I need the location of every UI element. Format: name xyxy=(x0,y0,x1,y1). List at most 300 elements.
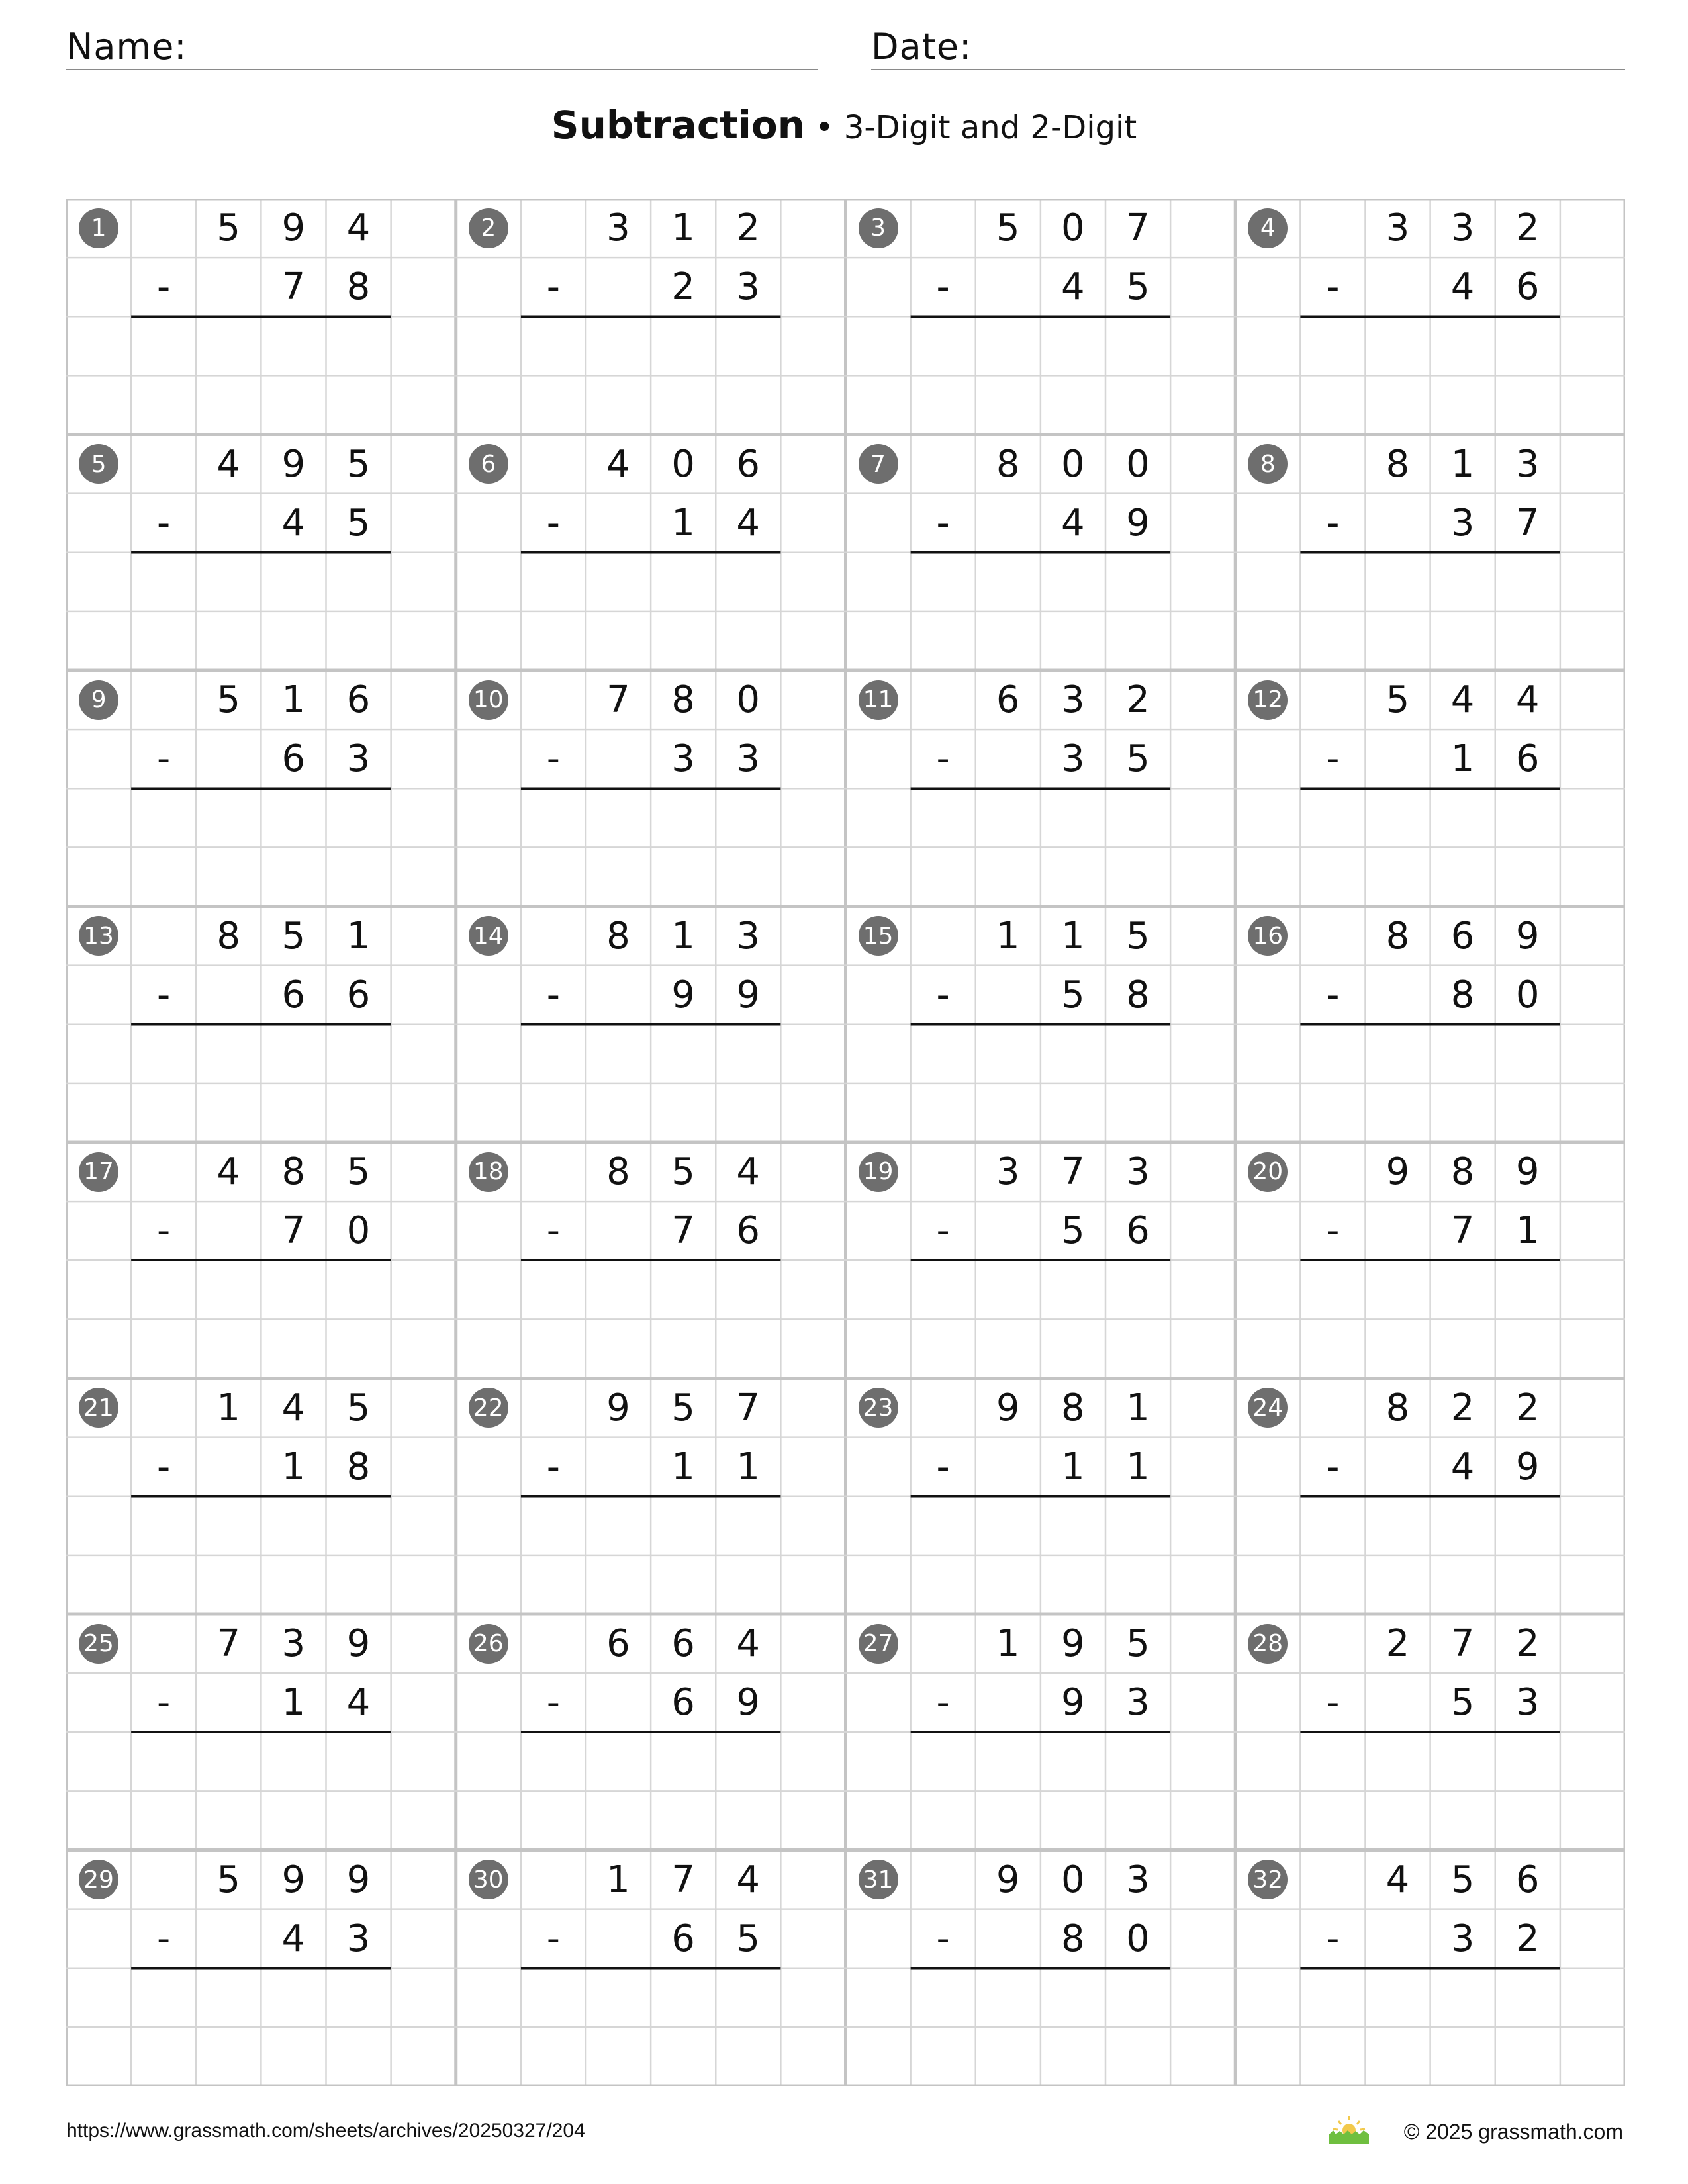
subtrahend-digit: 7 xyxy=(671,1209,695,1253)
answer-cell[interactable] xyxy=(326,1024,391,1083)
subtrahend-digit: 7 xyxy=(1515,501,1540,545)
minuend-digit: 5 xyxy=(1126,914,1150,958)
problem-number-badge: 13 xyxy=(79,916,118,956)
answer-cell[interactable] xyxy=(976,553,1041,612)
subtrahend-digit: 4 xyxy=(1061,265,1085,309)
subtrahend-digit: 9 xyxy=(736,973,761,1017)
problem-number-badge: 28 xyxy=(1248,1624,1288,1664)
subtrahend-digit: 1 xyxy=(671,1445,695,1488)
problem-number-badge: 8 xyxy=(1248,444,1288,484)
minus-sign: - xyxy=(1326,973,1340,1017)
minus-sign: - xyxy=(936,1209,950,1253)
subtrahend-digit: 1 xyxy=(281,1681,306,1725)
answer-cell[interactable] xyxy=(651,1024,716,1083)
minuend-digit: 8 xyxy=(1450,1150,1475,1193)
subtrahend-digit: 3 xyxy=(1450,501,1475,545)
answer-cell[interactable] xyxy=(1495,553,1560,612)
minus-sign: - xyxy=(936,1917,950,1960)
minuend-digit: 7 xyxy=(1126,206,1150,250)
answer-cell[interactable] xyxy=(976,788,1041,847)
answer-cell[interactable] xyxy=(196,788,261,847)
answer-cell[interactable] xyxy=(651,1732,716,1791)
answer-cell[interactable] xyxy=(716,1968,780,2027)
subtrahend-digit: 7 xyxy=(1450,1209,1475,1253)
answer-cell[interactable] xyxy=(1495,1968,1560,2027)
answer-cell[interactable] xyxy=(716,788,780,847)
minuend-digit: 3 xyxy=(1061,678,1085,721)
answer-cell[interactable] xyxy=(586,1260,651,1319)
answer-cell[interactable] xyxy=(326,553,391,612)
answer-cell[interactable] xyxy=(1366,788,1430,847)
answer-cell[interactable] xyxy=(1430,316,1495,375)
minus-sign: - xyxy=(936,265,950,309)
minuend-digit: 4 xyxy=(216,442,241,486)
minuend-digit: 5 xyxy=(671,1150,695,1193)
answer-cell[interactable] xyxy=(1105,1024,1170,1083)
minus-sign: - xyxy=(157,1209,171,1253)
subtrahend-digit: 7 xyxy=(281,265,306,309)
minus-sign: - xyxy=(936,501,950,545)
subtrahend-digit: 8 xyxy=(1450,973,1475,1017)
subtrahend-digit: 6 xyxy=(1515,265,1540,309)
subtrahend-digit: 0 xyxy=(1126,1917,1150,1960)
answer-cell[interactable] xyxy=(326,1496,391,1555)
minus-sign: - xyxy=(157,501,171,545)
subtrahend-digit: 2 xyxy=(1515,1917,1540,1960)
problem-number-badge: 30 xyxy=(469,1860,508,1899)
title-main: Subtraction xyxy=(551,103,805,148)
answer-cell[interactable] xyxy=(1430,1968,1495,2027)
answer-cell[interactable] xyxy=(196,1024,261,1083)
minuend-digit: 1 xyxy=(606,1858,630,1901)
subtrahend-digit: 5 xyxy=(1061,973,1085,1017)
answer-cell[interactable] xyxy=(326,1260,391,1319)
subtrahend-digit: 3 xyxy=(346,737,371,781)
minuend-digit: 9 xyxy=(1515,1150,1540,1193)
minus-sign: - xyxy=(1326,1209,1340,1253)
minuend-digit: 1 xyxy=(281,678,306,721)
answer-cell[interactable] xyxy=(1430,1260,1495,1319)
minuend-digit: 8 xyxy=(1385,1386,1410,1430)
answer-cell[interactable] xyxy=(1430,1732,1495,1791)
minuend-digit: 5 xyxy=(346,1150,371,1193)
minuend-digit: 7 xyxy=(216,1622,241,1665)
answer-cell[interactable] xyxy=(261,553,326,612)
answer-cell[interactable] xyxy=(716,1260,780,1319)
answer-cell[interactable] xyxy=(1041,316,1105,375)
answer-cell[interactable] xyxy=(1495,1496,1560,1555)
problem-number-badge: 1 xyxy=(79,208,118,248)
answer-cell[interactable] xyxy=(196,1260,261,1319)
minuend-digit: 0 xyxy=(1126,442,1150,486)
answer-cell[interactable] xyxy=(716,1732,780,1791)
minuend-digit: 7 xyxy=(736,1386,761,1430)
minuend-digit: 4 xyxy=(736,1150,761,1193)
minuend-digit: 7 xyxy=(1061,1150,1085,1193)
answer-cell[interactable] xyxy=(716,553,780,612)
minuend-digit: 5 xyxy=(671,1386,695,1430)
answer-cell[interactable] xyxy=(1105,1968,1170,2027)
answer-cell[interactable] xyxy=(196,1496,261,1555)
minuend-digit: 8 xyxy=(1061,1386,1085,1430)
minuend-digit: 5 xyxy=(216,678,241,721)
subtrahend-digit: 5 xyxy=(1126,265,1150,309)
worksheet-title xyxy=(0,103,1688,148)
answer-cell[interactable] xyxy=(1041,788,1105,847)
answer-cell[interactable] xyxy=(326,316,391,375)
minuend-digit: 8 xyxy=(216,914,241,958)
footer-url: https://www.grassmath.com/sheets/archives/20250327/204 xyxy=(66,2120,585,2142)
minuend-digit: 0 xyxy=(1061,442,1085,486)
problem-number-badge: 20 xyxy=(1248,1152,1288,1192)
minuend-digit: 9 xyxy=(1061,1622,1085,1665)
answer-cell[interactable] xyxy=(1495,1732,1560,1791)
subtrahend-digit: 1 xyxy=(281,1445,306,1488)
minuend-digit: 0 xyxy=(1061,206,1085,250)
subtrahend-digit: 1 xyxy=(1126,1445,1150,1488)
problem-number-badge: 16 xyxy=(1248,916,1288,956)
title-subtitle: • 3-Digit and 2-Digit xyxy=(804,109,1137,146)
subtrahend-digit: 1 xyxy=(1061,1445,1085,1488)
minuend-digit: 4 xyxy=(346,206,371,250)
problem-number-badge: 31 xyxy=(859,1860,898,1899)
minuend-digit: 9 xyxy=(281,442,306,486)
minuend-digit: 2 xyxy=(1515,1386,1540,1430)
answer-cell[interactable] xyxy=(196,553,261,612)
subtrahend-digit: 6 xyxy=(1126,1209,1150,1253)
answer-cell[interactable] xyxy=(261,788,326,847)
answer-cell[interactable] xyxy=(1041,1496,1105,1555)
answer-cell[interactable] xyxy=(651,1968,716,2027)
problem-number-badge: 24 xyxy=(1248,1388,1288,1428)
minuend-digit: 4 xyxy=(1515,678,1540,721)
answer-cell[interactable] xyxy=(651,553,716,612)
minuend-digit: 2 xyxy=(1515,1622,1540,1665)
minus-sign: - xyxy=(936,1445,950,1488)
minuend-digit: 3 xyxy=(1126,1858,1150,1901)
subtrahend-digit: 8 xyxy=(1126,973,1150,1017)
minus-sign: - xyxy=(157,1917,171,1960)
answer-cell[interactable] xyxy=(976,1260,1041,1319)
answer-cell[interactable] xyxy=(1495,788,1560,847)
minuend-digit: 4 xyxy=(736,1858,761,1901)
minus-sign: - xyxy=(157,973,171,1017)
answer-cell[interactable] xyxy=(1105,1260,1170,1319)
subtrahend-digit: 5 xyxy=(1450,1681,1475,1725)
answer-cell[interactable] xyxy=(651,1260,716,1319)
minus-sign: - xyxy=(546,1209,560,1253)
problem-number-badge: 27 xyxy=(859,1624,898,1664)
minus-sign: - xyxy=(157,737,171,781)
minuend-digit: 9 xyxy=(346,1858,371,1901)
problem-number-badge: 10 xyxy=(469,680,508,720)
minuend-digit: 8 xyxy=(606,1150,630,1193)
answer-cell[interactable] xyxy=(1366,1024,1430,1083)
answer-cell[interactable] xyxy=(261,1496,326,1555)
answer-cell[interactable] xyxy=(1366,553,1430,612)
minuend-digit: 2 xyxy=(736,206,761,250)
answer-cell[interactable] xyxy=(1366,316,1430,375)
minuend-digit: 1 xyxy=(1450,442,1475,486)
problem-number-badge: 2 xyxy=(469,208,508,248)
answer-cell[interactable] xyxy=(1041,1968,1105,2027)
answer-cell[interactable] xyxy=(976,1496,1041,1555)
answer-cell[interactable] xyxy=(1366,1496,1430,1555)
problem-number-badge: 15 xyxy=(859,916,898,956)
minuend-digit: 6 xyxy=(996,678,1020,721)
problem-number-badge: 32 xyxy=(1248,1860,1288,1899)
minuend-digit: 4 xyxy=(1450,678,1475,721)
answer-cell[interactable] xyxy=(196,316,261,375)
problem-number-badge: 17 xyxy=(79,1152,118,1192)
minuend-digit: 3 xyxy=(736,914,761,958)
answer-cell[interactable] xyxy=(586,1968,651,2027)
answer-cell[interactable] xyxy=(261,1024,326,1083)
subtrahend-digit: 7 xyxy=(281,1209,306,1253)
minuend-digit: 8 xyxy=(1385,914,1410,958)
minus-sign: - xyxy=(157,1681,171,1725)
minuend-digit: 6 xyxy=(606,1622,630,1665)
answer-cell[interactable] xyxy=(196,1968,261,2027)
minuend-digit: 0 xyxy=(736,678,761,721)
answer-cell[interactable] xyxy=(1430,1024,1495,1083)
subtrahend-digit: 8 xyxy=(1061,1917,1085,1960)
minuend-digit: 3 xyxy=(1385,206,1410,250)
subtrahend-digit: 4 xyxy=(346,1681,371,1725)
minuend-digit: 7 xyxy=(606,678,630,721)
subtrahend-digit: 3 xyxy=(736,265,761,309)
subtrahend-digit: 6 xyxy=(671,1681,695,1725)
answer-cell[interactable] xyxy=(976,1968,1041,2027)
minuend-digit: 1 xyxy=(1061,914,1085,958)
grass-sun-logo-icon xyxy=(1327,2113,1372,2145)
minuend-digit: 5 xyxy=(346,442,371,486)
subtrahend-digit: 6 xyxy=(671,1917,695,1960)
subtrahend-digit: 8 xyxy=(346,1445,371,1488)
minuend-digit: 4 xyxy=(216,1150,241,1193)
answer-cell[interactable] xyxy=(1495,1260,1560,1319)
subtrahend-digit: 6 xyxy=(281,737,306,781)
minus-sign: - xyxy=(157,265,171,309)
minuend-digit: 1 xyxy=(671,206,695,250)
answer-cell[interactable] xyxy=(651,316,716,375)
answer-cell[interactable] xyxy=(1105,788,1170,847)
subtrahend-digit: 1 xyxy=(1450,737,1475,781)
answer-cell[interactable] xyxy=(1041,1024,1105,1083)
answer-cell[interactable] xyxy=(1041,553,1105,612)
problem-number-badge: 23 xyxy=(859,1388,898,1428)
minuend-digit: 1 xyxy=(1126,1386,1150,1430)
minuend-digit: 5 xyxy=(1126,1622,1150,1665)
problem-number-badge: 25 xyxy=(79,1624,118,1664)
answer-cell[interactable] xyxy=(1430,1496,1495,1555)
answer-cell[interactable] xyxy=(1105,1732,1170,1791)
subtrahend-digit: 1 xyxy=(671,501,695,545)
minuend-digit: 2 xyxy=(1515,206,1540,250)
subtrahend-digit: 9 xyxy=(1126,501,1150,545)
answer-cell[interactable] xyxy=(976,1732,1041,1791)
subtrahend-digit: 8 xyxy=(346,265,371,309)
answer-cell[interactable] xyxy=(261,316,326,375)
date-label: Date: xyxy=(871,26,972,68)
minuend-digit: 9 xyxy=(1515,914,1540,958)
minuend-digit: 2 xyxy=(1385,1622,1410,1665)
minuend-digit: 4 xyxy=(606,442,630,486)
problem-number-badge: 19 xyxy=(859,1152,898,1192)
answer-cell[interactable] xyxy=(586,1496,651,1555)
answer-cell[interactable] xyxy=(651,1496,716,1555)
name-label: Name: xyxy=(66,26,187,68)
minuend-digit: 6 xyxy=(1450,914,1475,958)
problem-grid xyxy=(66,199,1625,2086)
answer-cell[interactable] xyxy=(586,1024,651,1083)
minuend-digit: 9 xyxy=(606,1386,630,1430)
minuend-digit: 3 xyxy=(1126,1150,1150,1193)
problem-number-badge: 12 xyxy=(1248,680,1288,720)
name-field[interactable] xyxy=(66,24,818,70)
subtrahend-digit: 3 xyxy=(1061,737,1085,781)
problem-number-badge: 4 xyxy=(1248,208,1288,248)
answer-cell[interactable] xyxy=(261,1968,326,2027)
subtrahend-digit: 3 xyxy=(346,1917,371,1960)
minuend-digit: 6 xyxy=(671,1622,695,1665)
minuend-digit: 1 xyxy=(996,1622,1020,1665)
minuend-digit: 5 xyxy=(216,1858,241,1901)
minuend-digit: 8 xyxy=(996,442,1020,486)
minuend-digit: 6 xyxy=(346,678,371,721)
answer-cell[interactable] xyxy=(1495,1024,1560,1083)
minus-sign: - xyxy=(546,737,560,781)
footer-copyright: © 2025 grassmath.com xyxy=(1403,2120,1623,2144)
minus-sign: - xyxy=(1326,1917,1340,1960)
problem-number-badge: 7 xyxy=(859,444,898,484)
subtrahend-digit: 4 xyxy=(1450,265,1475,309)
subtrahend-digit: 4 xyxy=(281,1917,306,1960)
answer-cell[interactable] xyxy=(1041,1732,1105,1791)
problem-number-badge: 9 xyxy=(79,680,118,720)
problem-number-badge: 3 xyxy=(859,208,898,248)
minuend-digit: 2 xyxy=(1450,1386,1475,1430)
minus-sign: - xyxy=(1326,265,1340,309)
subtrahend-digit: 6 xyxy=(346,973,371,1017)
minuend-digit: 1 xyxy=(346,914,371,958)
answer-cell[interactable] xyxy=(976,1024,1041,1083)
answer-cell[interactable] xyxy=(1041,1260,1105,1319)
minuend-digit: 8 xyxy=(671,678,695,721)
minuend-digit: 3 xyxy=(996,1150,1020,1193)
minus-sign: - xyxy=(1326,501,1340,545)
answer-cell[interactable] xyxy=(586,788,651,847)
answer-cell[interactable] xyxy=(716,1024,780,1083)
minus-sign: - xyxy=(936,737,950,781)
minuend-digit: 5 xyxy=(996,206,1020,250)
answer-cell[interactable] xyxy=(326,788,391,847)
answer-cell[interactable] xyxy=(1366,1732,1430,1791)
answer-cell[interactable] xyxy=(1495,316,1560,375)
minus-sign: - xyxy=(546,1917,560,1960)
subtrahend-digit: 3 xyxy=(1450,1917,1475,1960)
answer-cell[interactable] xyxy=(1366,1260,1430,1319)
subtrahend-digit: 4 xyxy=(1450,1445,1475,1488)
date-field[interactable] xyxy=(871,24,1625,70)
answer-cell[interactable] xyxy=(1366,1968,1430,2027)
answer-cell[interactable] xyxy=(651,788,716,847)
minuend-digit: 5 xyxy=(281,914,306,958)
minuend-digit: 7 xyxy=(671,1858,695,1901)
answer-cell[interactable] xyxy=(1430,788,1495,847)
problem-number-badge: 21 xyxy=(79,1388,118,1428)
minuend-digit: 9 xyxy=(281,206,306,250)
subtrahend-digit: 6 xyxy=(736,1209,761,1253)
minuend-digit: 7 xyxy=(1450,1622,1475,1665)
minuend-digit: 3 xyxy=(281,1622,306,1665)
minuend-digit: 4 xyxy=(736,1622,761,1665)
answer-cell[interactable] xyxy=(716,316,780,375)
minuend-digit: 9 xyxy=(346,1622,371,1665)
subtrahend-digit: 3 xyxy=(1126,1681,1150,1725)
subtrahend-digit: 5 xyxy=(346,501,371,545)
minus-sign: - xyxy=(936,973,950,1017)
subtrahend-digit: 3 xyxy=(736,737,761,781)
answer-cell[interactable] xyxy=(196,1732,261,1791)
minuend-digit: 1 xyxy=(996,914,1020,958)
problem-number-badge: 14 xyxy=(469,916,508,956)
answer-cell[interactable] xyxy=(976,316,1041,375)
answer-cell[interactable] xyxy=(326,1968,391,2027)
answer-cell[interactable] xyxy=(1105,316,1170,375)
problem-number-badge: 22 xyxy=(469,1388,508,1428)
answer-cell[interactable] xyxy=(261,1732,326,1791)
answer-cell[interactable] xyxy=(586,1732,651,1791)
minus-sign: - xyxy=(546,501,560,545)
subtrahend-digit: 1 xyxy=(1515,1209,1540,1253)
problem-number-badge: 5 xyxy=(79,444,118,484)
subtrahend-digit: 2 xyxy=(671,265,695,309)
minus-sign: - xyxy=(546,265,560,309)
minuend-digit: 4 xyxy=(281,1386,306,1430)
minus-sign: - xyxy=(546,973,560,1017)
answer-cell[interactable] xyxy=(261,1260,326,1319)
minuend-digit: 6 xyxy=(1515,1858,1540,1901)
minuend-digit: 9 xyxy=(996,1386,1020,1430)
minuend-digit: 9 xyxy=(281,1858,306,1901)
answer-cell[interactable] xyxy=(326,1732,391,1791)
answer-cell[interactable] xyxy=(1105,553,1170,612)
answer-cell[interactable] xyxy=(1430,553,1495,612)
answer-cell[interactable] xyxy=(1105,1496,1170,1555)
problem-number-badge: 29 xyxy=(79,1860,118,1899)
minuend-digit: 5 xyxy=(216,206,241,250)
minuend-digit: 5 xyxy=(1450,1858,1475,1901)
subtrahend-digit: 4 xyxy=(281,501,306,545)
answer-cell[interactable] xyxy=(586,316,651,375)
minus-sign: - xyxy=(1326,1681,1340,1725)
subtrahend-digit: 9 xyxy=(1515,1445,1540,1488)
subtrahend-digit: 6 xyxy=(281,973,306,1017)
answer-cell[interactable] xyxy=(586,553,651,612)
problem-number-badge: 18 xyxy=(469,1152,508,1192)
minuend-digit: 3 xyxy=(1515,442,1540,486)
minuend-digit: 1 xyxy=(216,1386,241,1430)
minuend-digit: 4 xyxy=(1385,1858,1410,1901)
subtrahend-digit: 3 xyxy=(1515,1681,1540,1725)
subtrahend-digit: 5 xyxy=(736,1917,761,1960)
subtrahend-digit: 9 xyxy=(1061,1681,1085,1725)
answer-cell[interactable] xyxy=(716,1496,780,1555)
subtrahend-digit: 0 xyxy=(1515,973,1540,1017)
minuend-digit: 6 xyxy=(736,442,761,486)
minuend-digit: 8 xyxy=(281,1150,306,1193)
